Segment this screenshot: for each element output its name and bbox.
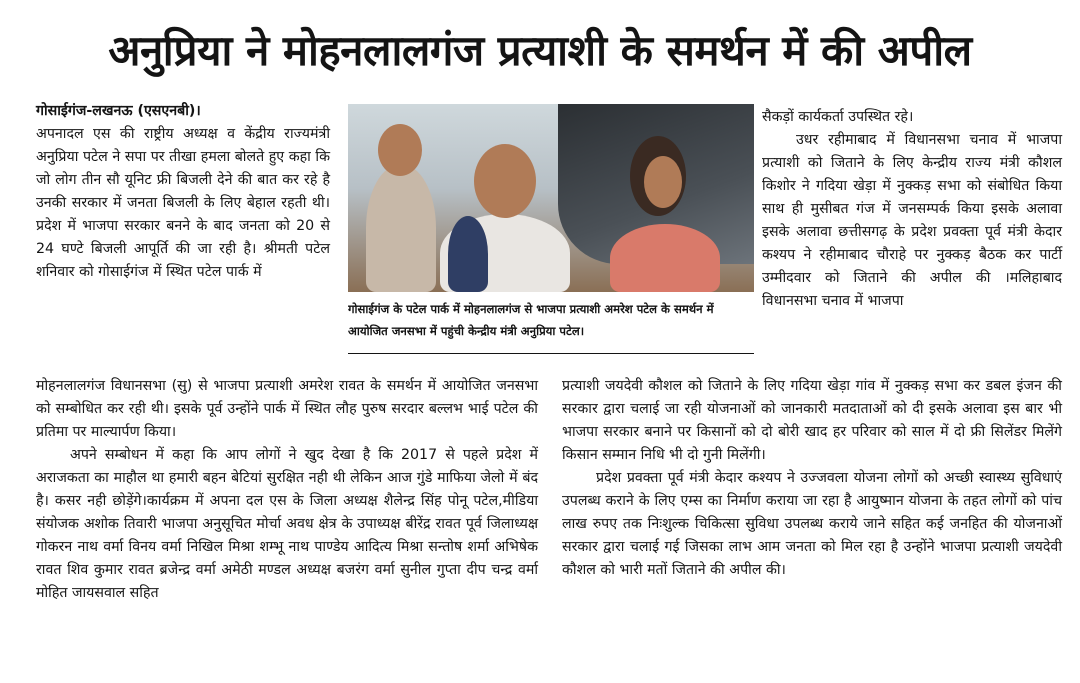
person-right-face [644,156,682,208]
right-top-paragraph-1: सैकड़ों कार्यकर्ता उपस्थित रहे। [762,109,914,125]
column-right-bottom [562,375,1062,582]
person-center-vest [448,216,488,292]
dateline: गोसाईगंज-लखनऊ (एसएनबी)। [36,103,201,119]
left-bottom-paragraph-1: मोहनलालगंज विधानसभा (सु) से भाजपा प्रत्याशी अमरेश रावत के समर्थन में आयोजित जनसभा को सम्बोधित कर रही थी। इसके पूर्व उन्होंने पार्क में स्थित लौह पुरुष सरदार बल्लभ भाई पटेल की प्रतिमा पर माल्यार्पण किया। [36,378,538,440]
right-bottom-paragraph-1: प्रत्याशी जयदेवी कौशल को जिताने के लिए गदिया खेड़ा गांव में नुक्कड़ सभा कर डबल इंजन की सरकार द्वारा चलाई जा रही योजनाओं को जानकारी मतदाताओं को दी इसके अलावा इस बार भी भाजपा सरकार बनाने पर किसानों को दो बोरी खाद हर परिवार को साल में दो फ्री सिलेंडर मिलेंगे किसान सम्मान निधि भी दो गुनी मिलेंगी। [562,378,1062,463]
photo-caption: गोसाईगंज के पटेल पार्क में मोहनलालगंज से भाजपा प्रत्याशी अमरेश पटेल के समर्थन में आयोजित जनसभा में पहुंची केन्द्रीय मंत्री अनुप्रिया पटेल। [348,302,714,338]
person-left-head [378,124,422,176]
headline: अनुप्रिया ने मोहनलालगंज प्रत्याशी के समर्थन में की अपील [108,26,972,75]
right-bottom-paragraph-2: प्रदेश प्रवक्ता पूर्व मंत्री केदार कश्यप ने उज्जवला योजना लोगों को अच्छी स्वास्थ्य सुविधाएं उपलब्ध कराने के लिए एम्स का निर्माण कराया जा रहा है आयुष्मान योजना के तहत लोगों को पांच लाख रुपए तक निःशुल्क चिकित्सा सुविधा उपलब्ध कराये जाने सहित कई जनहित की योजनाओं सरकार द्वारा चलाई गई जिसका लाभ आम जनता को मिल रहा है उन्होंने भाजपा प्रत्याशी जयदेवी कौशल को भारी मतों जिताने की अपील की। [562,470,1062,578]
left-bottom-paragraph-2: अपने सम्बोधन में कहा कि आप लोगों ने खुद देखा है कि 2017 से पहले प्रदेश में अराजकता का माहौल था हमारी बहन बेटियां सुरक्षित नही थी लेकिन आज गुंडे माफिया जेलो में बंद है। कसर नही छोड़ेंगे।कार्यक्रम में अपना दल एस के जिला अध्यक्ष शैलेन्द्र सिंह पोनू पटेल,मीडिया संयोजक अशोक तिवारी भाजपा अनुसूचित मोर्चा अवध क्षेत्र के उपाध्यक्ष बीरेंद्र रावत पूर्व जिलाध्यक्ष गोकरन नाथ वर्मा विनय वर्मा निखिल मिश्रा शम्भू नाथ पाण्डेय आदित्य मिश्रा सन्तोष शर्मा अभिषेक रावत शिव कुमार रावत ब्रजेन्द्र वर्मा अमेठी मण्डल अध्यक्ष बजरंग वर्मा सुनील गुप्ता दीप चन्द्र वर्मा मोहित जायसवाल सहित [36,447,538,601]
photo-divider [348,353,754,354]
news-photo [348,104,754,354]
photo-image [348,104,754,292]
right-top-paragraph-2: उधर रहीमाबाद में विधानसभा चनाव में भाजपा प्रत्याशी को जिताने के लिए केन्द्रीय राज्य मंत्री कौशल किशोर ने गदिया खेड़ा में नुक्कड़ सभा को संबोधित किया साथ ही मुसीबत गंज में जनसम्पर्क किया इसके अलावा इसके अलावा छत्तीसगढ़ के प्रदेश प्रवक्ता पूर्व मंत्री केदार कश्यप ने रहीमाबाद चौराहे पर नुक्कड़ बैठक कर पार्टी उम्मीदवार को जिताने की अपील की ।मलिहाबाद विधानसभा चनाव में भाजपा [762,132,1062,309]
column-right-top [762,106,1062,313]
column-left-bottom [36,375,538,605]
left-top-paragraph: अपनादल एस की राष्ट्रीय अध्यक्ष व केंद्रीय राज्यमंत्री अनुप्रिया पटेल ने सपा पर तीखा हमला बोलते हुए कहा कि जो लोग तीन सौ यूनिट फ्री बिजली देने की बात कर रहे है उनकी सरकार में जनता बिजली के लिए बेहाल रहती थी। प्रदेश में भाजपा सरकार बनने के बाद जनता को 20 से 24 घण्टे बिजली आपूर्ति की जा रही है। श्रीमती पटेल शनिवार को गोसाईगंज में स्थित पटेल पार्क में [36,126,330,280]
person-right [610,224,720,292]
column-left-top [36,100,330,284]
person-left [366,164,436,292]
person-center-head [474,144,536,218]
